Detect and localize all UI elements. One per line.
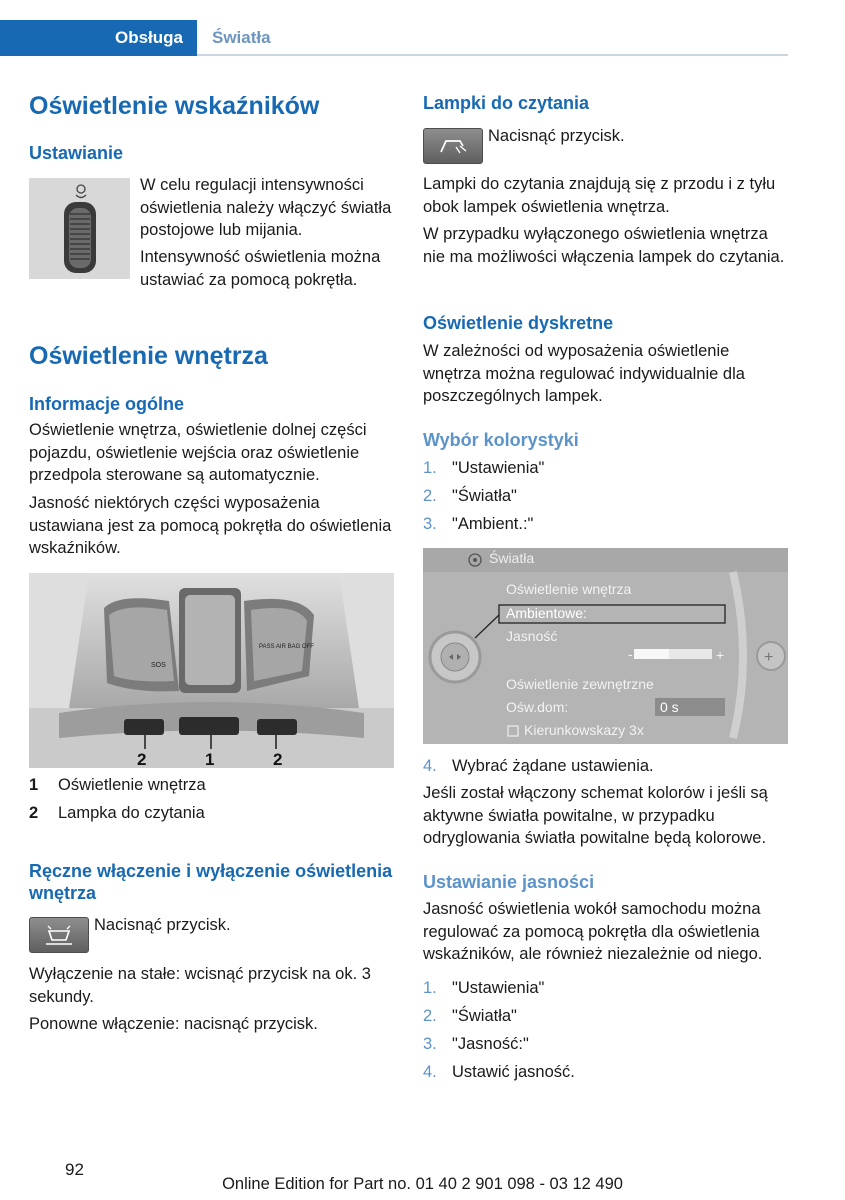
list-item: 1. "Ustawienia" xyxy=(423,979,545,997)
callout-2-left: 2 xyxy=(137,750,147,768)
svg-text:+: + xyxy=(764,649,774,666)
page-header xyxy=(0,0,845,56)
heading-color-selection: Wybór kolorystyki xyxy=(423,430,579,450)
general-paragraph-2: Jasność niektórych części wyposażenia ustawiana jest za pomocą pokrętła do oświetlenia wskaźników. xyxy=(29,494,392,557)
brightness-paragraph-1: Jasność oświetlenia wokół samochodu można regulować za pomocą pokrętła dla oświetlenia wskaźników, ale również niezależnie od niego. xyxy=(423,900,763,963)
reading-paragraph-2: W przypadku wyłączonego oświetlenia wnętrza nie ma możliwości włączenia lampek do czytania. xyxy=(423,225,785,266)
color-step-4 xyxy=(423,752,790,780)
figure-legend xyxy=(29,776,395,832)
color-paragraph-1: Jeśli został włączony schemat kolorów i jeśli są aktywne światła powitalne, w przypadku odryglowania światła powitalne będą kolorowe. xyxy=(423,784,768,847)
legend-item: 2 Lampka do czytania xyxy=(29,804,205,822)
chapter-tab[interactable] xyxy=(0,20,197,56)
reading-press-text: Nacisnąć przycisk. xyxy=(488,127,625,145)
section-label[interactable]: Światła xyxy=(212,28,271,47)
passenger-airbag-label: PASS AIR BAG OFF xyxy=(259,644,314,650)
reading-light-button-icon xyxy=(423,128,483,164)
dimmer-wheel-image xyxy=(29,178,130,279)
brightness-steps-list xyxy=(423,974,790,1086)
screen-item-home-light[interactable]: Ośw.dom: xyxy=(506,699,569,715)
sos-label: SOS xyxy=(151,662,166,669)
screen-home-light-value: 0 s xyxy=(660,699,679,715)
screen-item-interior[interactable]: Oświetlenie wnętrza xyxy=(506,581,632,597)
setting-paragraph-2: Intensywność oświetlenia można ustawiać za pomocą pokrętła. xyxy=(140,248,381,289)
screen-minus[interactable]: - xyxy=(628,646,633,662)
screen-item-turn-signals[interactable]: Kierunkowskazy 3x xyxy=(524,722,644,738)
general-paragraph-1: Oświetlenie wnętrza, oświetlenie dolnej części pojazdu, oświetlenie wejścia oraz oświetlenie przedpola sterowane są automatycznie. xyxy=(29,421,367,484)
interior-light-button-icon xyxy=(29,917,89,953)
idrive-screen-figure xyxy=(423,548,788,744)
heading-setting: Ustawianie xyxy=(29,143,124,163)
screen-item-exterior[interactable]: Oświetlenie zewnętrzne xyxy=(506,676,654,692)
heading-manual-switch: Ręczne włączenie i wyłączenie oświetlenia wnętrza xyxy=(29,861,393,903)
list-item: 1. "Ustawienia" xyxy=(423,459,545,477)
heading-interior-lighting: Oświetlenie wnętrza xyxy=(29,342,268,370)
list-item: 2. "Światła" xyxy=(423,1007,517,1025)
heading-brightness-setting: Ustawianie jasności xyxy=(423,872,595,892)
heading-reading-lights: Lampki do czytania xyxy=(423,93,590,113)
header-divider xyxy=(197,54,788,56)
list-item: 3. "Jasność:" xyxy=(423,1035,529,1053)
discreet-paragraph-1: W zależności od wyposażenia oświetlenie wnętrza można regulować indywidualnie dla poszczególnych lampek. xyxy=(423,342,745,405)
heading-instrument-lighting: Oświetlenie wskaźników xyxy=(29,92,320,120)
list-item: 3. "Ambient.:" xyxy=(423,515,534,533)
screen-item-ambient[interactable]: Ambientowe: xyxy=(506,605,587,621)
manual-press-text: Nacisnąć przycisk. xyxy=(94,916,231,934)
list-item: 4. Wybrać żądane ustawienia. xyxy=(423,757,654,775)
manual-paragraph-2: Ponowne włączenie: nacisnąć przycisk. xyxy=(29,1015,318,1033)
brightness-bar-fill xyxy=(634,649,669,659)
color-steps-list xyxy=(423,454,790,538)
reading-paragraph-1: Lampki do czytania znajdują się z przodu i z tyłu obok lampek oświetlenia wnętrza. xyxy=(423,175,776,216)
legend-item: 1 Oświetlenie wnętrza xyxy=(29,776,206,794)
manual-paragraph-1: Wyłączenie na stałe: wcisnąć przycisk na ok. 3 sekundy. xyxy=(29,965,371,1006)
chapter-label: Obsługa xyxy=(114,28,183,47)
edition-footer: Online Edition for Part no. 01 40 2 901 098 - 03 12 490 xyxy=(222,1175,623,1193)
heading-general-info: Informacje ogólne xyxy=(29,394,185,414)
list-item: 2. "Światła" xyxy=(423,487,517,505)
screen-plus[interactable]: + xyxy=(716,647,725,663)
screen-title: Światła xyxy=(489,550,535,566)
heading-discreet-lighting: Oświetlenie dyskretne xyxy=(423,313,614,333)
page-number: 92 xyxy=(65,1160,84,1179)
overhead-console-figure xyxy=(29,573,394,768)
screen-item-brightness[interactable]: Jasność xyxy=(506,628,558,644)
callout-2-right: 2 xyxy=(273,750,283,768)
list-item: 4. Ustawić jasność. xyxy=(423,1063,575,1081)
callout-1: 1 xyxy=(205,750,215,768)
setting-paragraph-1: W celu regulacji intensywności oświetlenia należy włączyć światła postojowe lub mijania. xyxy=(140,176,392,239)
